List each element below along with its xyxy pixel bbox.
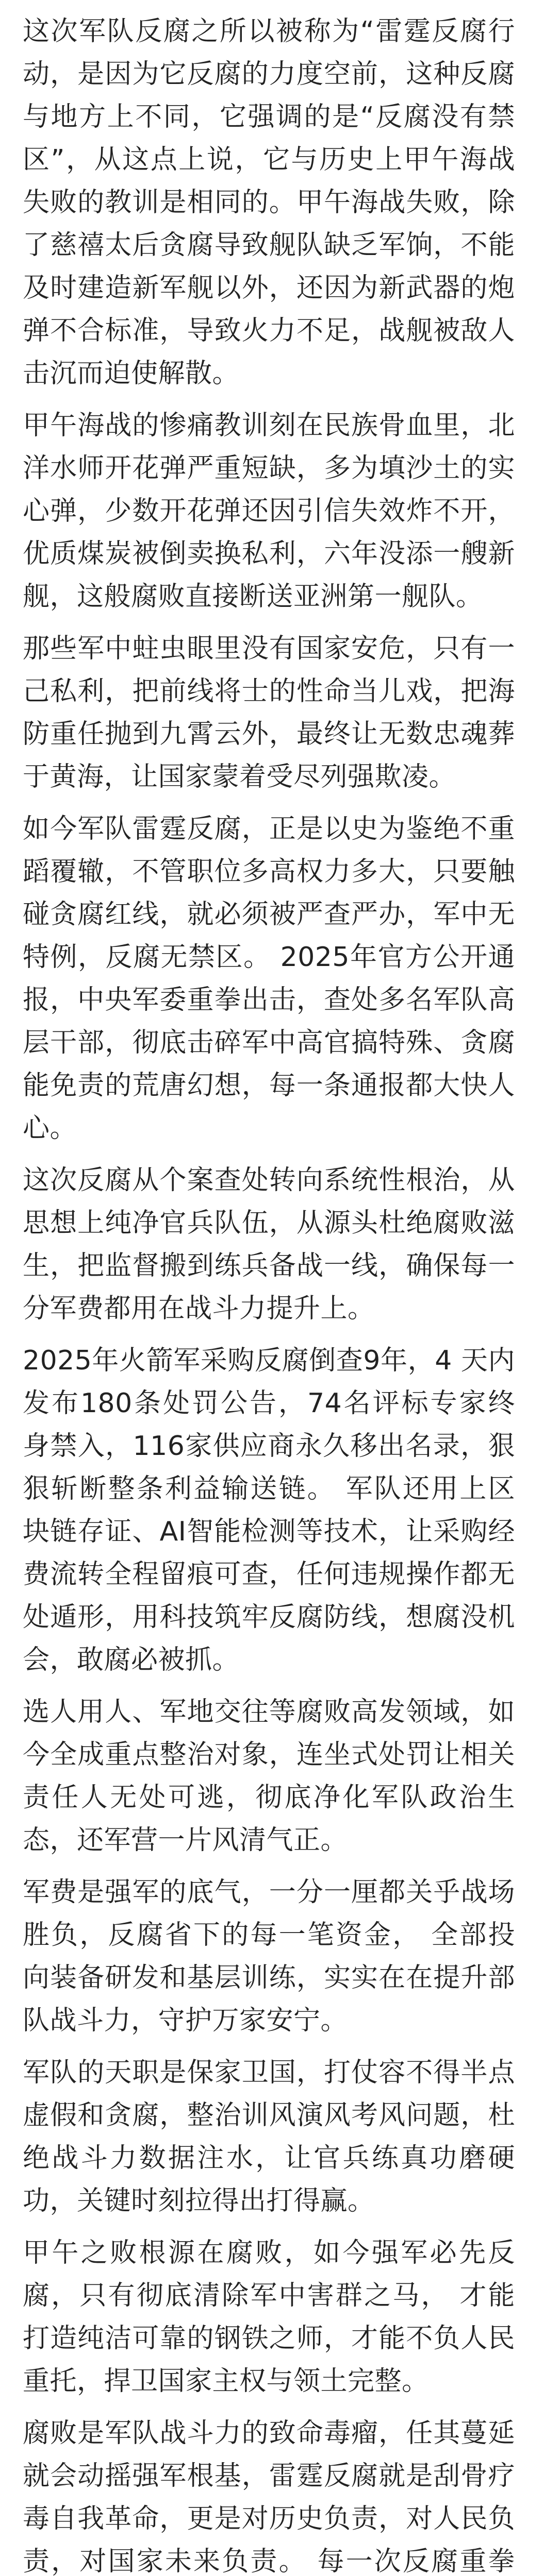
article-paragraph-8: 军费是强军的底气，一分一厘都关乎战场胜负，反腐省下的每一笔资金， 全部投向装备研发和基层训练，实实在在提升部队战斗力，守护万家安宁。 bbox=[23, 1877, 515, 2036]
article-paragraph-4: 如今军队雷霆反腐，正是以史为鉴绝不重蹈覆辙，不管职位多高权力多大，只要触碰贪腐红线，就必须被严查严办，军中无特例，反腐无禁区。 2025年官方公开通报，中央军委重拳出击，查处多名军队高层干部，彻底击碎军中高官搞特殊、贪腐能免责的荒唐幻想，每一条通报都大快人心。 bbox=[23, 814, 515, 1144]
article-paragraph-6: 2025年火箭军采购反腐倒查9年，4 天内发布180条处罚公告，74名评标专家终身禁入，116家供应商永久移出名录，狠狠斩断整条利益输送链。 军队还用上区块链存证、AI智能检测等技术，让采购经费流转全程留痕可查，任何违规操作都无处遁形，用科技筑牢反腐防线，想腐没机会，敢腐必被抓。 bbox=[23, 1345, 515, 1675]
article-paragraph-1: 这次军队反腐之所以被称为“雷霆反腐行动，是因为它反腐的力度空前，这种反腐与地方上不同，它强调的是“反腐没有禁区”，从这点上说，它与历史上甲午海战失败的教训是相同的。甲午海战失败，除了慈禧太后贪腐导致舰队缺乏军饷，不能及时建造新军舰以外，还因为新武器的炮弹不合标准，导致火力不足，战舰被敌人击沉而迫使解散。 bbox=[23, 16, 515, 389]
article-paragraph-7: 选人用人、军地交往等腐败高发领域，如今全成重点整治对象，连坐式处罚让相关责任人无处可逃，彻底净化军队政治生态，还军营一片风清气正。 bbox=[23, 1697, 515, 1856]
article-paragraph-9: 军队的天职是保家卫国，打仗容不得半点虚假和贪腐，整治训风演风考风问题，杜绝战斗力数据注水，让官兵练真功磨硬功，关键时刻拉得出打得赢。 bbox=[23, 2057, 515, 2216]
article-paragraph-2: 甲午海战的惨痛教训刻在民族骨血里，北洋水师开花弹严重短缺，多为填沙土的实心弹，少数开花弹还因引信失效炸不开，优质煤炭被倒卖换私利，六年没添一艘新舰，这般腐败直接断送亚洲第一舰队。 bbox=[23, 410, 515, 612]
article-paragraph-10: 甲午之败根源在腐败，如今强军必先反腐，只有彻底清除军中害群之马， 才能打造纯洁可靠的钢铁之师，才能不负人民重托，捍卫国家主权与领土完整。 bbox=[23, 2238, 515, 2397]
article-paragraph-5: 这次反腐从个案查处转向系统性根治，从思想上纯净官兵队伍，从源头杜绝腐败滋生，把监督搬到练兵备战一线，确保每一分军费都用在战斗力提升上。 bbox=[23, 1165, 515, 1324]
article-paragraph-3: 那些军中蛀虫眼里没有国家安危，只有一己私利，把前线将士的性命当儿戏，把海防重任抛到九霄云外，最终让无数忠魂葬于黄海，让国家蒙着受尽列强欺凌。 bbox=[23, 633, 515, 792]
article-paragraph-11: 腐败是军队战斗力的致命毒瘤，任其蔓延就会动摇强军根基，雷霆反腐就是刮骨疗毒自我革命，更是对历史负责，对人民负责，对国家未来负责。 每一次反腐重拳 bbox=[23, 2418, 515, 2576]
